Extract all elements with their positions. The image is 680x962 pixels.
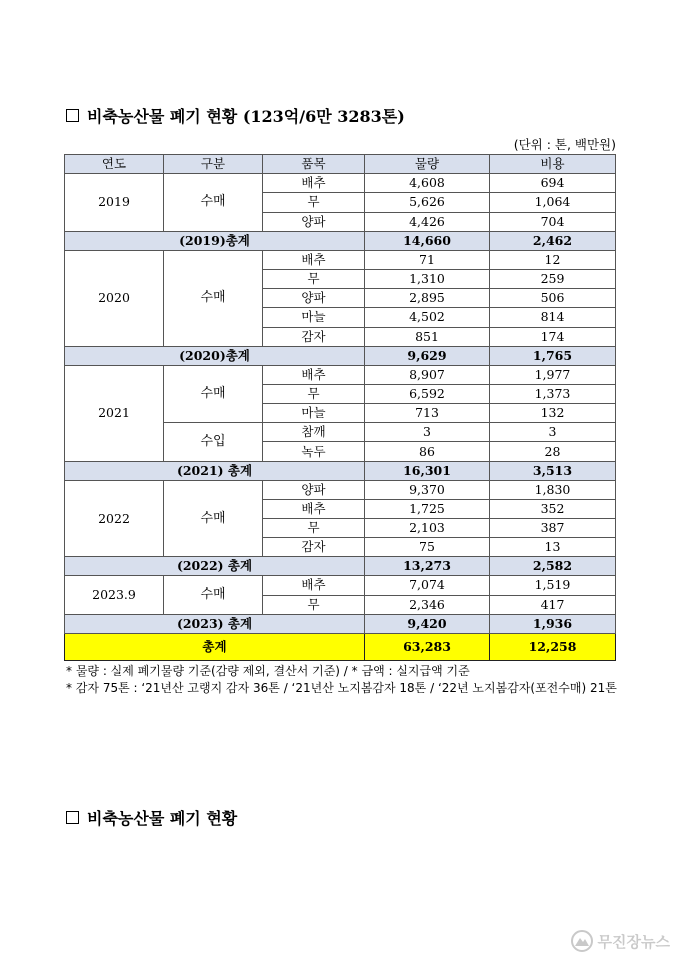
footnotes (66, 663, 622, 697)
subtotal-label: (2022) 총계 (65, 557, 365, 576)
table-row (65, 576, 616, 595)
item-cell: 감자 (263, 327, 365, 346)
quantity-cell: 4,426 (365, 212, 490, 231)
category-cell: 수매 (164, 576, 263, 614)
item-cell: 배추 (263, 174, 365, 193)
cost-cell: 417 (490, 595, 616, 614)
header-category: 구분 (164, 155, 263, 174)
item-cell: 배추 (263, 499, 365, 518)
table-body (65, 174, 616, 634)
subtotal-quantity: 13,273 (365, 557, 490, 576)
item-cell: 배추 (263, 365, 365, 384)
quantity-cell: 713 (365, 404, 490, 423)
cost-cell: 259 (490, 269, 616, 288)
cost-cell: 387 (490, 519, 616, 538)
subtotal-label: (2023) 총계 (65, 614, 365, 633)
quantity-cell: 7,074 (365, 576, 490, 595)
quantity-cell: 75 (365, 538, 490, 557)
year-cell: 2023.9 (65, 576, 164, 614)
item-cell: 무 (263, 595, 365, 614)
cost-cell: 13 (490, 538, 616, 557)
watermark-text: 무진장뉴스 (597, 932, 670, 951)
item-cell: 양파 (263, 289, 365, 308)
subtotal-quantity: 16,301 (365, 461, 490, 480)
table-row (65, 174, 616, 193)
item-cell: 양파 (263, 480, 365, 499)
mountain-logo-icon (571, 930, 593, 952)
checkbox-icon (66, 811, 79, 824)
category-cell: 수매 (164, 174, 263, 232)
cost-cell: 174 (490, 327, 616, 346)
quantity-cell: 9,370 (365, 480, 490, 499)
year-cell: 2020 (65, 250, 164, 346)
grand-total-quantity: 63,283 (365, 633, 490, 660)
item-cell: 감자 (263, 538, 365, 557)
quantity-cell: 8,907 (365, 365, 490, 384)
category-cell: 수매 (164, 365, 263, 423)
cost-cell: 814 (490, 308, 616, 327)
checkbox-icon (66, 109, 79, 122)
subtotal-quantity: 9,629 (365, 346, 490, 365)
quantity-cell: 2,895 (365, 289, 490, 308)
grand-total-row (65, 633, 616, 660)
section-title-waste-status (66, 806, 237, 829)
table-row (65, 250, 616, 269)
cost-cell: 506 (490, 289, 616, 308)
cost-cell: 1,373 (490, 384, 616, 403)
category-cell: 수입 (164, 423, 263, 461)
section-title-text: 비축농산물 폐기 현황 (87, 809, 238, 828)
subtotal-row (65, 231, 616, 250)
footnote-potato-detail: * 감자 75톤 : ‘21년산 고랭지 감자 36톤 / ‘21년산 노지봄감자 18톤 / ‘22년 노지봄감자(포전수매) 21톤 (66, 681, 617, 695)
item-cell: 무 (263, 384, 365, 403)
grand-total-cost: 12,258 (490, 633, 616, 660)
quantity-cell: 86 (365, 442, 490, 461)
subtotal-cost: 1,765 (490, 346, 616, 365)
footnote-quantity-basis: * 물량 : 실제 폐기물량 기준(감량 제외, 결산서 기준) / * 금액 : 실지급액 기준 (66, 664, 470, 678)
quantity-cell: 3 (365, 423, 490, 442)
item-cell: 마늘 (263, 308, 365, 327)
header-quantity: 물량 (365, 155, 490, 174)
subtotal-row (65, 346, 616, 365)
subtotal-label: (2020)총계 (65, 346, 365, 365)
item-cell: 녹두 (263, 442, 365, 461)
subtotal-cost: 1,936 (490, 614, 616, 633)
cost-cell: 3 (490, 423, 616, 442)
header-year: 연도 (65, 155, 164, 174)
table-row (65, 480, 616, 499)
cost-cell: 12 (490, 250, 616, 269)
unit-note: (단위 : 톤, 백만원) (513, 137, 616, 152)
cost-cell: 28 (490, 442, 616, 461)
quantity-cell: 6,592 (365, 384, 490, 403)
subtotal-row (65, 557, 616, 576)
subtotal-quantity: 14,660 (365, 231, 490, 250)
subtotal-cost: 2,462 (490, 231, 616, 250)
item-cell: 무 (263, 519, 365, 538)
quantity-cell: 4,608 (365, 174, 490, 193)
item-cell: 무 (263, 193, 365, 212)
item-cell: 참깨 (263, 423, 365, 442)
quantity-cell: 2,346 (365, 595, 490, 614)
category-cell: 수매 (164, 480, 263, 557)
category-cell: 수매 (164, 250, 263, 346)
watermark (571, 930, 670, 952)
subtotal-label: (2019)총계 (65, 231, 365, 250)
item-cell: 무 (263, 269, 365, 288)
subtotal-cost: 2,582 (490, 557, 616, 576)
item-cell: 배추 (263, 576, 365, 595)
cost-cell: 132 (490, 404, 616, 423)
quantity-cell: 851 (365, 327, 490, 346)
table-header-row (65, 155, 616, 174)
quantity-cell: 5,626 (365, 193, 490, 212)
subtotal-quantity: 9,420 (365, 614, 490, 633)
subtotal-row (65, 614, 616, 633)
quantity-cell: 4,502 (365, 308, 490, 327)
cost-cell: 1,977 (490, 365, 616, 384)
subtotal-label: (2021) 총계 (65, 461, 365, 480)
waste-table (64, 154, 616, 661)
cost-cell: 1,064 (490, 193, 616, 212)
quantity-cell: 1,725 (365, 499, 490, 518)
grand-total-label: 총계 (65, 633, 365, 660)
section-title-text: 비축농산물 폐기 현황 (123억/6만 3283톤) (87, 107, 405, 126)
cost-cell: 1,519 (490, 576, 616, 595)
year-cell: 2021 (65, 365, 164, 461)
item-cell: 마늘 (263, 404, 365, 423)
quantity-cell: 71 (365, 250, 490, 269)
subtotal-row (65, 461, 616, 480)
item-cell: 배추 (263, 250, 365, 269)
section-title-waste-summary (66, 104, 405, 127)
item-cell: 양파 (263, 212, 365, 231)
cost-cell: 694 (490, 174, 616, 193)
cost-cell: 1,830 (490, 480, 616, 499)
quantity-cell: 2,103 (365, 519, 490, 538)
cost-cell: 352 (490, 499, 616, 518)
header-item: 품목 (263, 155, 365, 174)
header-cost: 비용 (490, 155, 616, 174)
table-row (65, 365, 616, 384)
year-cell: 2022 (65, 480, 164, 557)
quantity-cell: 1,310 (365, 269, 490, 288)
year-cell: 2019 (65, 174, 164, 232)
subtotal-cost: 3,513 (490, 461, 616, 480)
cost-cell: 704 (490, 212, 616, 231)
